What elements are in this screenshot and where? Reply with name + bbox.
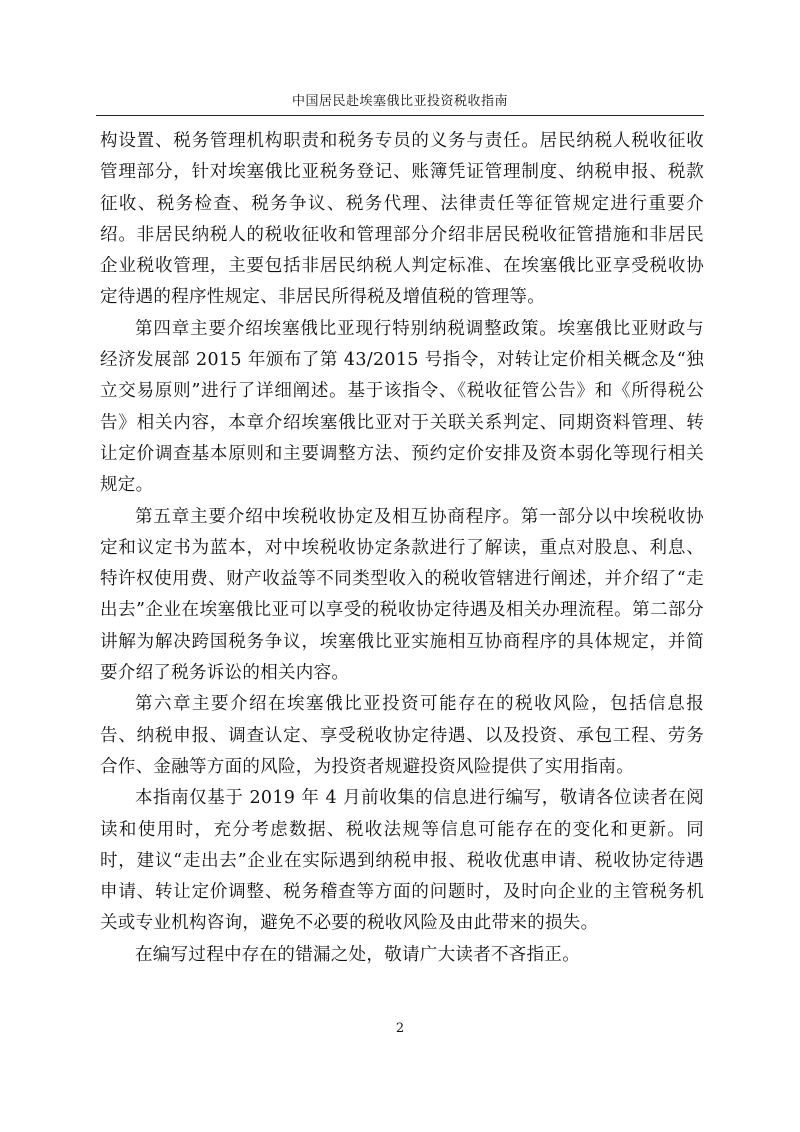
paragraph-closing: 在编写过程中存在的错漏之处，敬请广大读者不吝指正。 xyxy=(135,944,580,965)
header-divider xyxy=(96,115,704,116)
paragraph-disclaimer: 本指南仅基于 2019 年 4 月前收集的信息进行编写，敬请各位读者在阅读和使用时，充分考虑数据、税收法规等信息可能存在的变化和更新。同时，建议“走出去”企业在实际遇到纳税申报、税收优惠申请、税收协定待遇申请、转让定价调整、税务稽查等方面的问题时，及时向企业的主管税务机关或专业机构咨询，避免不必要的税收风险及由此带来的损失。 xyxy=(100,788,704,934)
main-body xyxy=(100,126,704,971)
page-number: 2 xyxy=(395,1021,405,1036)
running-header: 中国居民赴埃塞俄比亚投资税收指南 xyxy=(291,94,508,109)
paragraph-chapter-four: 第四章主要介绍埃塞俄比亚现行特别纳税调整政策。埃塞俄比亚财政与经济发展部 2015 年颁布了第 43/2015 号指令，对转让定价相关概念及“独立交易原则”进行了详细阐述。基于该指令、《税收征管公告》和《所得税公告》相关内容，本章介绍埃塞俄比亚对于关联关系判定、同期资料管理、转让定价调查基本原则和主要调整方法、预约定价安排及资本弱化等现行相关规定。 xyxy=(100,318,704,496)
paragraph-continued: 构设置、税务管理机构职责和税务专员的义务与责任。居民纳税人税收征收管理部分，针对埃塞俄比亚税务登记、账簿凭证管理制度、纳税申报、税款征收、税务检查、税务争议、税务代理、法律责任等征管规定进行重要介绍。非居民纳税人的税收征收和管理部分介绍非居民税收征管措施和非居民企业税收管理，主要包括非居民纳税人判定标准、在埃塞俄比亚享受税收协定待遇的程序性规定、非居民所得税及增值税的管理等。 xyxy=(100,131,704,308)
paragraph-chapter-six: 第六章主要介绍在埃塞俄比亚投资可能存在的税收风险，包括信息报告、纳税申报、调查认定、享受税收协定待遇、以及投资、承包工程、劳务合作、金融等方面的风险，为投资者规避投资风险提供了实用指南。 xyxy=(100,694,704,777)
paragraph-chapter-five: 第五章主要介绍中埃税收协定及相互协商程序。第一部分以中埃税收协定和议定书为蓝本，对中埃税收协定条款进行了解读，重点对股息、利息、特许权使用费、财产收益等不同类型收入的税收管辖进行阐述，并介绍了“走出去”企业在埃塞俄比亚可以享受的税收协定待遇及相关办理流程。第二部分讲解为解决跨国税务争议，埃塞俄比亚实施相互协商程序的具体规定，并简要介绍了税务诉讼的相关内容。 xyxy=(100,506,704,684)
